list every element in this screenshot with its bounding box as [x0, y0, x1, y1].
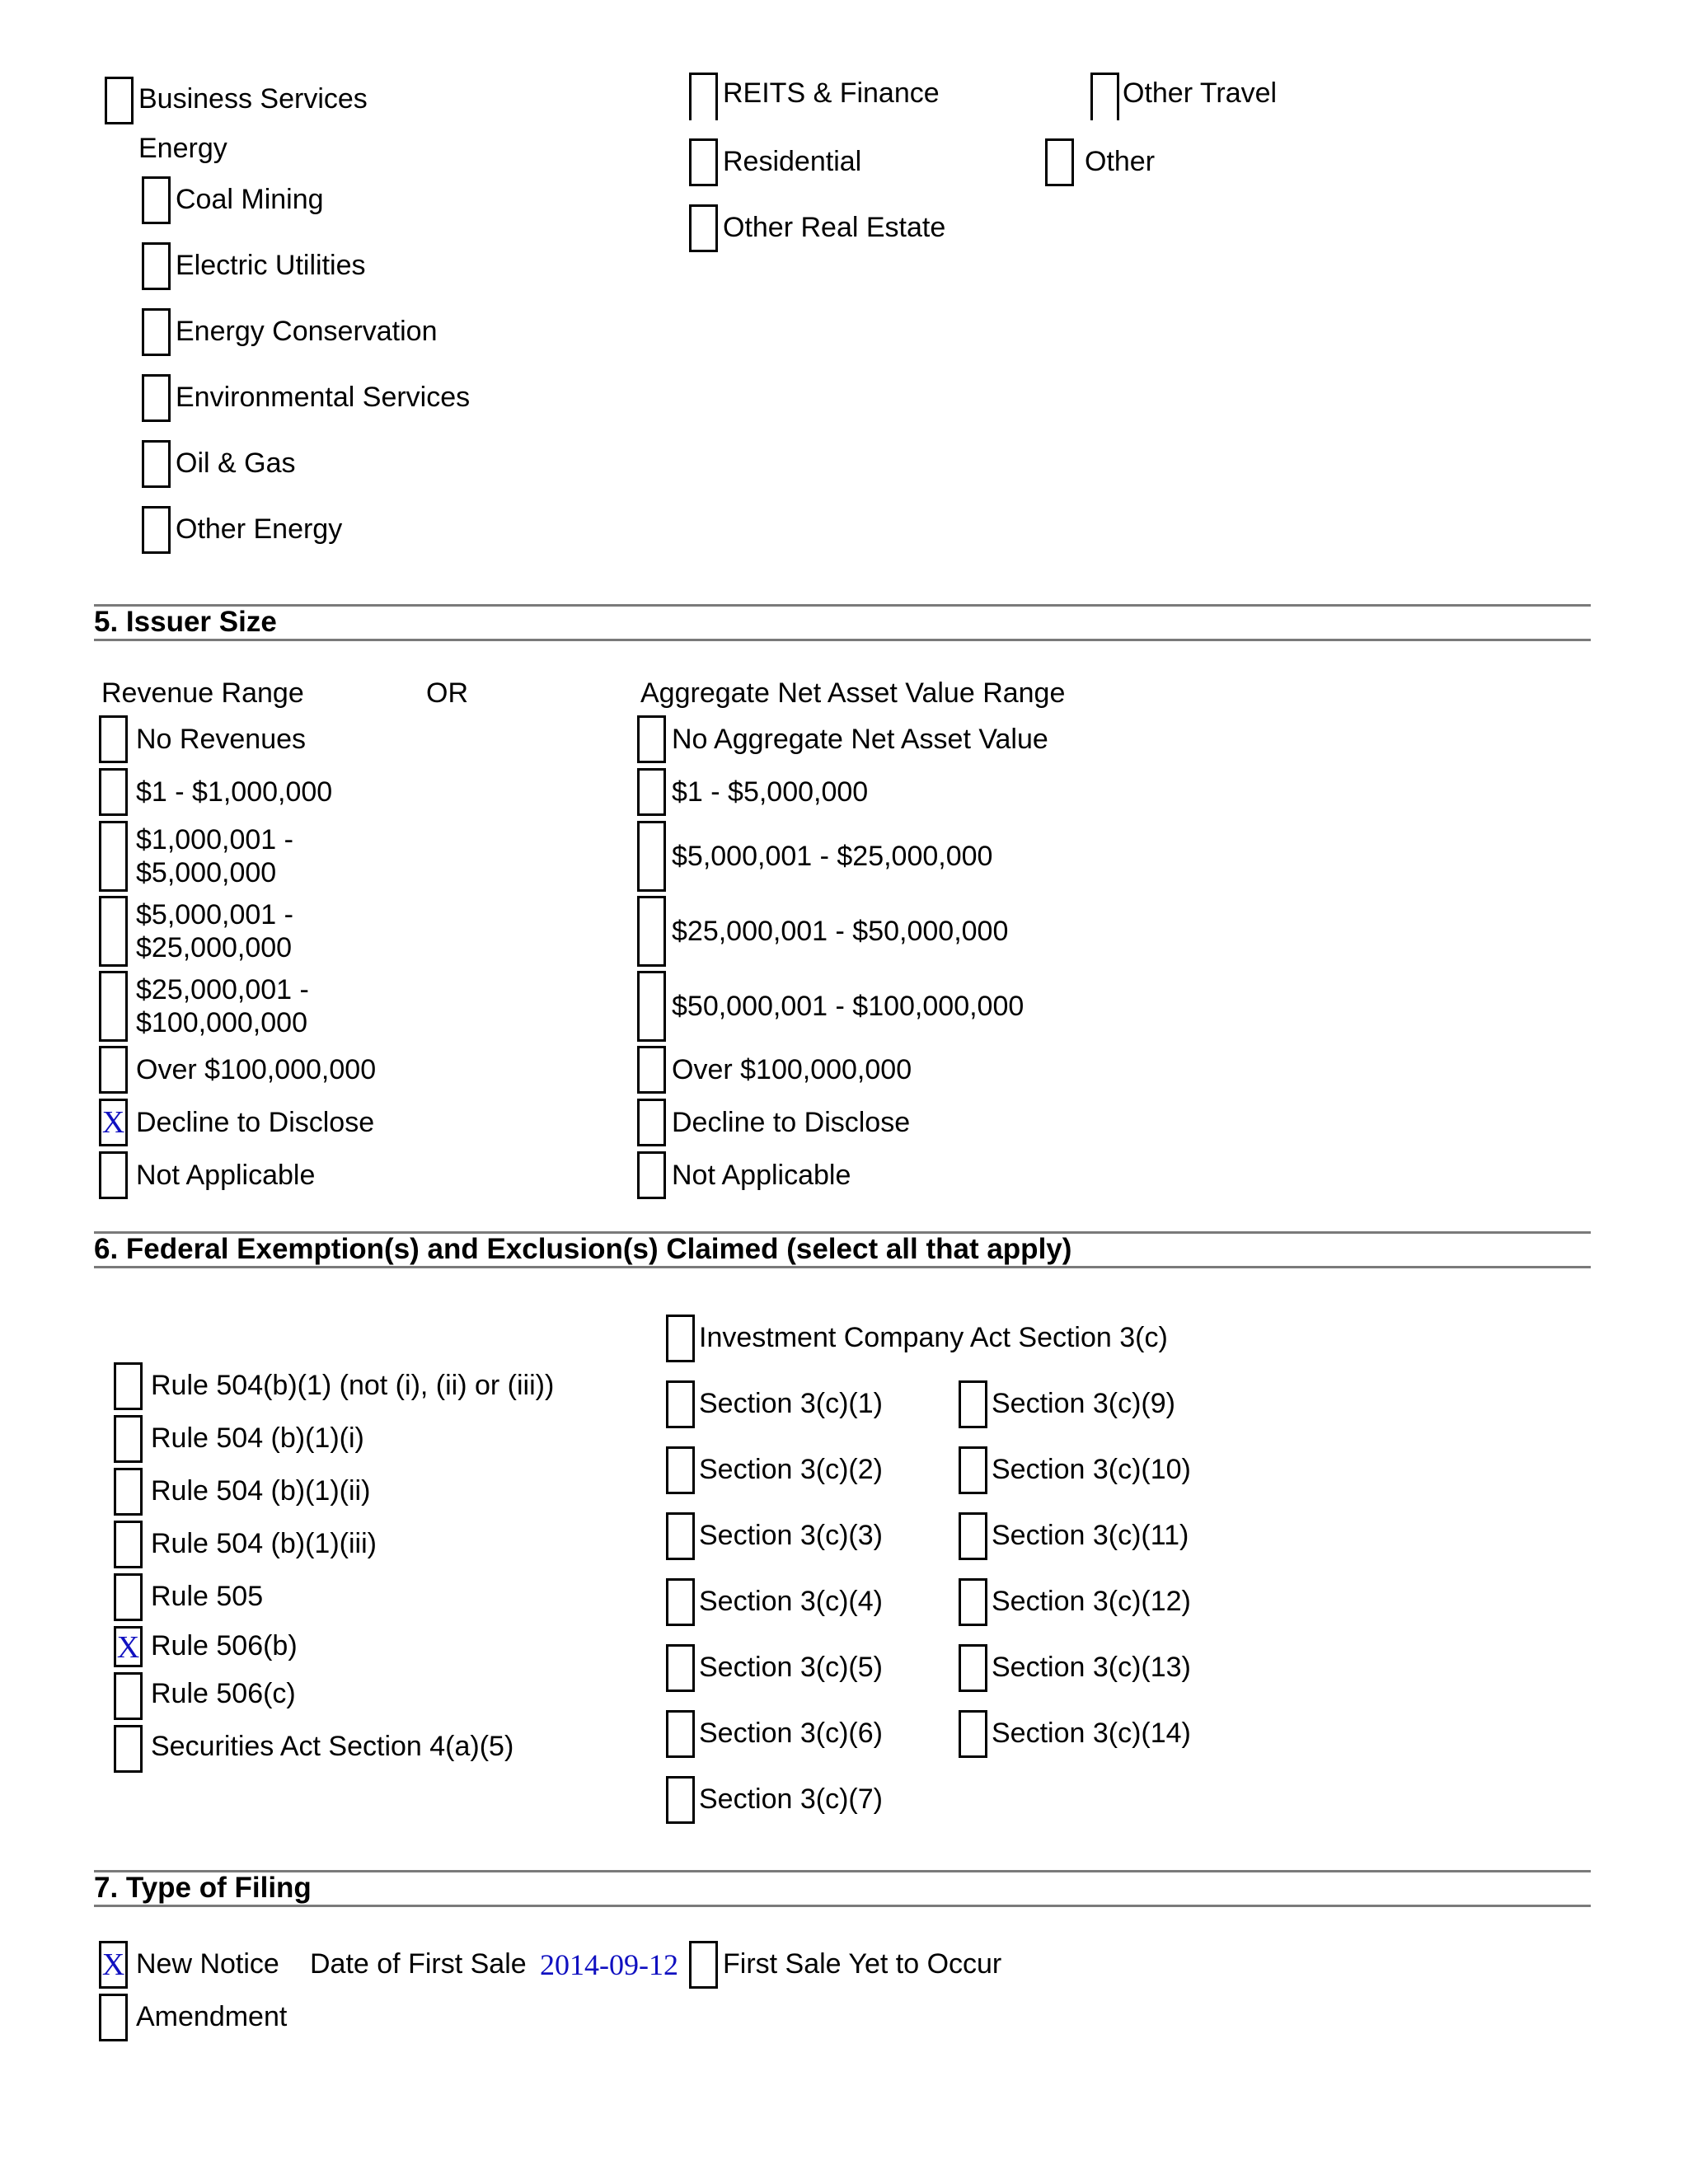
section-3c6-checkbox[interactable]: [666, 1710, 695, 1758]
revenue-option-label: No Revenues: [136, 724, 307, 755]
revenue-option-checkbox[interactable]: [99, 768, 128, 816]
new-notice-checkbox[interactable]: X: [99, 1941, 128, 1989]
reits-finance-label: REITS & Finance: [723, 77, 940, 109]
other-industry-label: Other: [1085, 146, 1156, 177]
first-sale-yet-checkbox[interactable]: [689, 1941, 718, 1989]
date-first-sale-label: Date of First Sale: [310, 1948, 527, 1980]
reits-finance-checkbox[interactable]: [689, 73, 718, 120]
exemptions-title: 6. Federal Exemption(s) and Exclusion(s) Claimed (select all that apply): [94, 1233, 1072, 1265]
revenue-option-label: Not Applicable: [136, 1160, 316, 1191]
electric-utilities-checkbox[interactable]: [142, 242, 171, 290]
other-real-estate-checkbox[interactable]: [689, 204, 718, 252]
rule-label: Rule 504 (b)(1)(iii): [151, 1528, 377, 1559]
energy-conservation-checkbox[interactable]: [142, 308, 171, 356]
revenue-option-checkbox[interactable]: [99, 971, 128, 1042]
nav-option-checkbox[interactable]: [637, 896, 666, 967]
revenue-option-label-line2: $5,000,000: [136, 857, 277, 888]
section-3c2-label: Section 3(c)(2): [699, 1454, 883, 1485]
first-sale-yet-label: First Sale Yet to Occur: [723, 1948, 1002, 1980]
residential-checkbox[interactable]: [689, 138, 718, 186]
section-3c14-label: Section 3(c)(14): [992, 1718, 1191, 1749]
section-3c10-checkbox[interactable]: [959, 1446, 987, 1494]
coal-mining-label: Coal Mining: [176, 184, 324, 215]
revenue-option-label: Decline to Disclose: [136, 1107, 375, 1138]
nav-option-checkbox[interactable]: [637, 1046, 666, 1094]
rule-label: Rule 504(b)(1) (not (i), (ii) or (iii)): [151, 1370, 555, 1401]
section-3c1-label: Section 3(c)(1): [699, 1388, 883, 1419]
rule-label: Rule 506(b): [151, 1630, 298, 1661]
oil-gas-label: Oil & Gas: [176, 448, 296, 479]
or-label: OR: [426, 677, 468, 709]
rule-label: Rule 505: [151, 1581, 264, 1612]
rule-checkbox[interactable]: [114, 1415, 143, 1463]
revenue-range-heading: Revenue Range: [101, 677, 304, 709]
revenue-option-label: $1 - $1,000,000: [136, 776, 333, 808]
section-7-top-rule: [94, 1870, 1591, 1872]
rule-label: Rule 504 (b)(1)(ii): [151, 1475, 371, 1507]
section-3c10-label: Section 3(c)(10): [992, 1454, 1191, 1485]
filing-title: 7. Type of Filing: [94, 1872, 312, 1904]
nav-option-label: No Aggregate Net Asset Value: [672, 724, 1048, 755]
nav-option-checkbox[interactable]: [637, 1099, 666, 1146]
rule-checkbox[interactable]: [114, 1672, 143, 1720]
nav-option-label: Not Applicable: [672, 1160, 851, 1191]
section-5-bottom-rule: [94, 639, 1591, 641]
revenue-option-checkbox[interactable]: [99, 1151, 128, 1199]
revenue-option-checkbox[interactable]: [99, 715, 128, 763]
section-3c11-label: Section 3(c)(11): [992, 1520, 1189, 1551]
section-3c13-label: Section 3(c)(13): [992, 1652, 1191, 1683]
electric-utilities-label: Electric Utilities: [176, 250, 366, 281]
section-7-bottom-rule: [94, 1905, 1591, 1907]
rule-checkbox[interactable]: [114, 1573, 143, 1621]
section-3c9-label: Section 3(c)(9): [992, 1388, 1175, 1419]
other-energy-checkbox[interactable]: [142, 506, 171, 554]
issuer-size-title: 5. Issuer Size: [94, 606, 277, 638]
rule-label: Rule 506(c): [151, 1678, 296, 1709]
date-first-sale-value: 2014-09-12: [540, 1948, 678, 1981]
nav-option-checkbox[interactable]: [637, 768, 666, 816]
nav-option-checkbox[interactable]: [637, 971, 666, 1042]
revenue-option-checkbox[interactable]: X: [99, 1099, 128, 1146]
rule-checkbox[interactable]: [114, 1521, 143, 1568]
revenue-option-label: Over $100,000,000: [136, 1054, 377, 1085]
section-3c4-checkbox[interactable]: [666, 1578, 695, 1626]
rule-checkbox[interactable]: [114, 1725, 143, 1773]
nav-option-label: $25,000,001 - $50,000,000: [672, 916, 1009, 947]
section-3c13-checkbox[interactable]: [959, 1644, 987, 1692]
section-3c5-label: Section 3(c)(5): [699, 1652, 883, 1683]
other-real-estate-label: Other Real Estate: [723, 212, 946, 243]
residential-label: Residential: [723, 146, 862, 177]
nav-option-label: Over $100,000,000: [672, 1054, 912, 1085]
section-3c7-checkbox[interactable]: [666, 1776, 695, 1824]
energy-heading: Energy: [138, 133, 227, 164]
section-3c7-label: Section 3(c)(7): [699, 1783, 883, 1815]
nav-option-checkbox[interactable]: [637, 821, 666, 892]
nav-option-checkbox[interactable]: [637, 715, 666, 763]
section-3c5-checkbox[interactable]: [666, 1644, 695, 1692]
section-3c12-checkbox[interactable]: [959, 1578, 987, 1626]
rule-label: Securities Act Section 4(a)(5): [151, 1731, 514, 1762]
environmental-services-checkbox[interactable]: [142, 374, 171, 422]
amendment-checkbox[interactable]: [99, 1994, 128, 2041]
environmental-services-label: Environmental Services: [176, 382, 471, 413]
nav-option-label: $1 - $5,000,000: [672, 776, 869, 808]
other-travel-label: Other Travel: [1123, 77, 1278, 109]
nav-option-checkbox[interactable]: [637, 1151, 666, 1199]
business-services-checkbox[interactable]: [105, 77, 134, 124]
rule-checkbox[interactable]: [114, 1468, 143, 1516]
other-energy-label: Other Energy: [176, 513, 343, 545]
revenue-option-label: $25,000,001 -: [136, 974, 309, 1005]
energy-conservation-label: Energy Conservation: [176, 316, 438, 347]
nav-option-label: $50,000,001 - $100,000,000: [672, 991, 1025, 1022]
section-3c14-checkbox[interactable]: [959, 1710, 987, 1758]
section-5-top-rule: [94, 604, 1591, 607]
section-3c2-checkbox[interactable]: [666, 1446, 695, 1494]
nav-range-heading: Aggregate Net Asset Value Range: [640, 677, 1066, 709]
revenue-option-checkbox[interactable]: [99, 821, 128, 892]
revenue-option-checkbox[interactable]: [99, 896, 128, 967]
section-3c9-checkbox[interactable]: [959, 1380, 987, 1428]
rule-checkbox[interactable]: [114, 1362, 143, 1410]
coal-mining-checkbox[interactable]: [142, 176, 171, 224]
other-travel-checkbox[interactable]: [1090, 73, 1119, 120]
nav-option-label: $5,000,001 - $25,000,000: [672, 841, 993, 872]
section-3c12-label: Section 3(c)(12): [992, 1586, 1191, 1617]
amendment-label: Amendment: [136, 2001, 288, 2032]
revenue-option-label-line2: $25,000,000: [136, 932, 293, 963]
oil-gas-checkbox[interactable]: [142, 440, 171, 488]
revenue-option-label: $5,000,001 -: [136, 899, 293, 930]
section-3c6-label: Section 3(c)(6): [699, 1718, 883, 1749]
new-notice-label: New Notice: [136, 1948, 279, 1980]
section-3c3-label: Section 3(c)(3): [699, 1520, 883, 1551]
section-3c4-label: Section 3(c)(4): [699, 1586, 883, 1617]
section-6-bottom-rule: [94, 1266, 1591, 1268]
ica-section-3c-checkbox[interactable]: [666, 1315, 695, 1362]
ica-section-3c-label: Investment Company Act Section 3(c): [699, 1322, 1168, 1353]
nav-option-label: Decline to Disclose: [672, 1107, 911, 1138]
other-industry-checkbox[interactable]: [1045, 138, 1074, 186]
section-3c1-checkbox[interactable]: [666, 1380, 695, 1428]
revenue-option-label: $1,000,001 -: [136, 824, 293, 855]
rule-checkbox[interactable]: X: [114, 1626, 143, 1667]
rule-label: Rule 504 (b)(1)(i): [151, 1422, 364, 1454]
revenue-option-checkbox[interactable]: [99, 1046, 128, 1094]
revenue-option-label-line2: $100,000,000: [136, 1007, 307, 1038]
business-services-label: Business Services: [138, 83, 368, 115]
section-3c11-checkbox[interactable]: [959, 1512, 987, 1560]
section-3c3-checkbox[interactable]: [666, 1512, 695, 1560]
